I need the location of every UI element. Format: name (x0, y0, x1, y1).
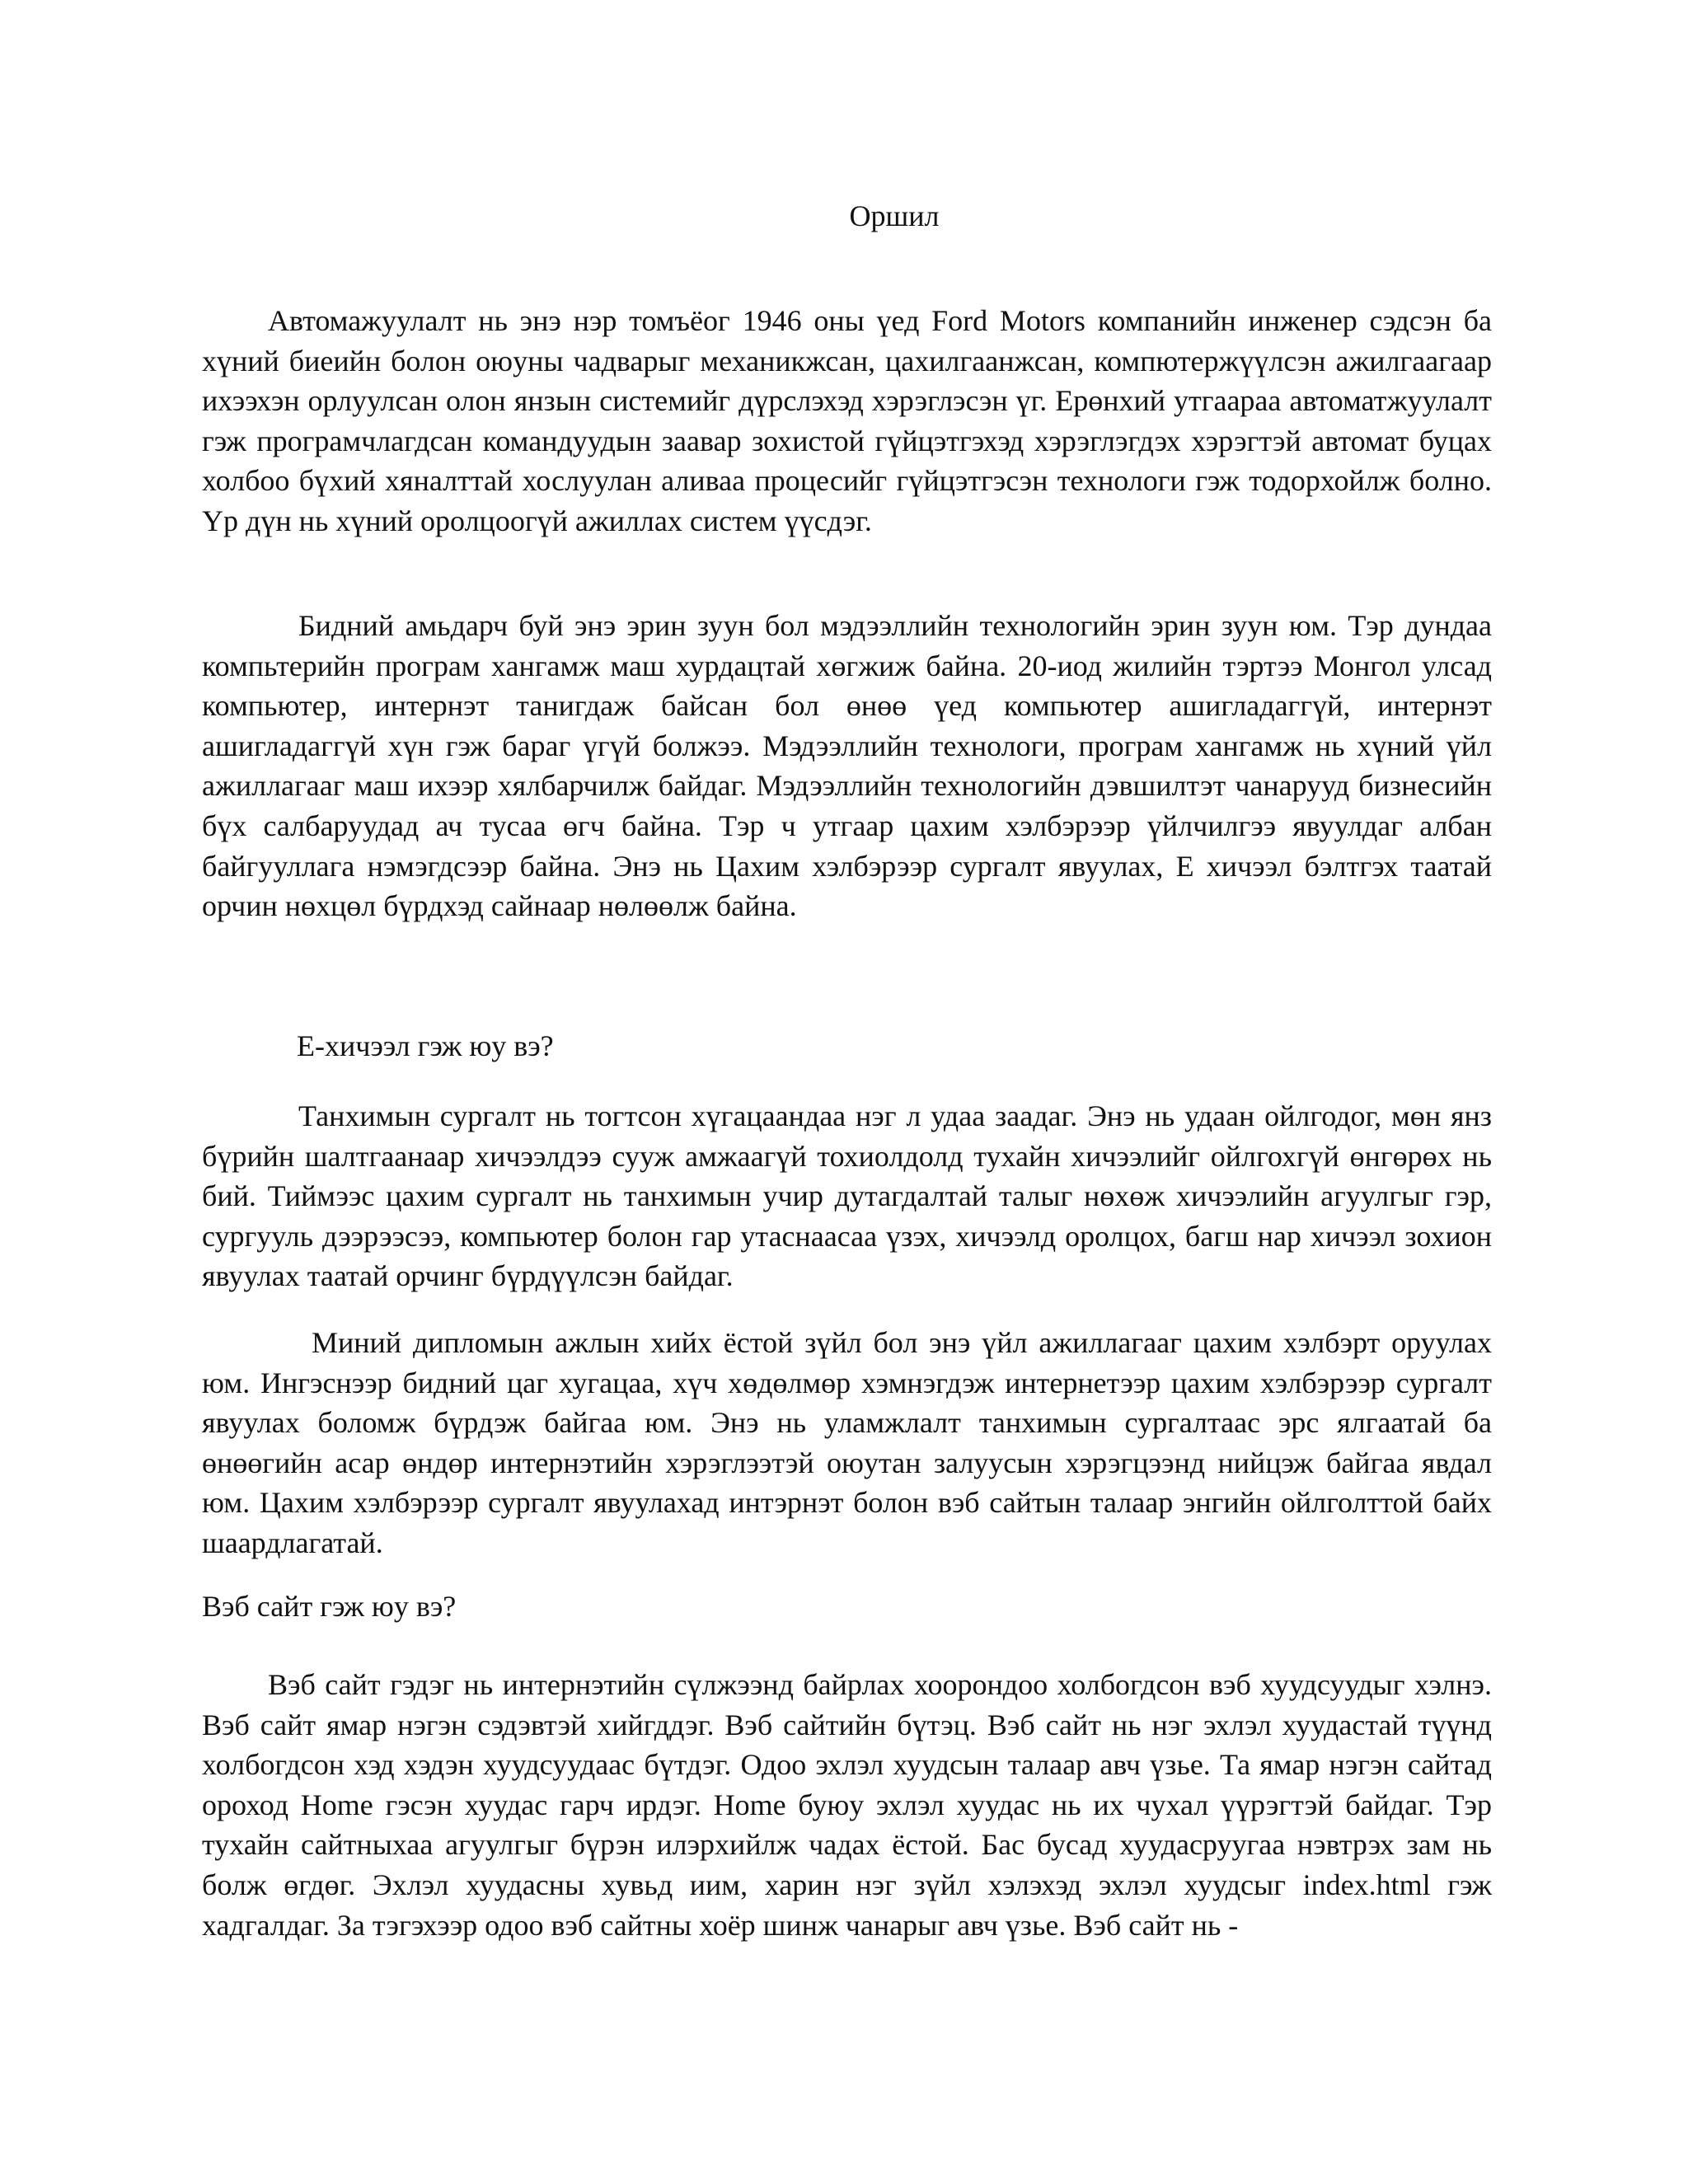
heading-website: Вэб сайт гэж юу вэ? (202, 1590, 457, 1623)
heading-e-lesson: Е-хичээл гэж юу вэ? (297, 1029, 554, 1062)
paragraph-diploma: Миний дипломын ажлын хийх ёстой зүйл бол энэ үйл ажиллагааг цахим хэлбэрт оруулах юм. Ингэснээр бидний цаг хугацаа, хүч хөдөлмөр хэмнэгдэж интернетээр цахим хэлбэрээр сургалт явуулах боломж бүрдэж байгаа юм. Энэ нь уламжлалт танхимын сургалтаас эрс ялгаатай ба өнөөгийн асар өндөр интернэтийн хэрэглээтэй оюутан залуусын хэрэгцээнд нийцэж байгаа явдал юм. Цахим хэлбэрээр сургалт явуулахад интэрнэт болон вэб сайтын талаар энгийн ойлголттой байх шаардлагатай. (202, 1326, 1492, 1559)
paragraph-information-age: Бидний амьдарч буй энэ эрин зуун бол мэдээллийн технологийн эрин зуун юм. Тэр дундаа компьтерийн програм хангамж маш хурдацтай хөгжиж байна. 20-иод жилийн тэртээ Монгол улсад компьютер, интернэт танигдаж байсан бол өнөө үед компьютер ашигладаггүй, интернэт ашигладаггүй хүн гэж бараг үгүй болжээ. Мэдээллийн технологи, програм хангамж нь хүний үйл ажиллагааг маш ихээр хялбарчилж байдаг. Мэдээллийн технологийн дэвшилтэт чанарууд бизнесийн бүх салбаруудад ач тусаа өгч байна. Тэр ч утгаар цахим хэлбэрээр үйлчилгээ явуулдаг албан байгууллага нэмэгдсээр байна. Энэ нь Цахим хэлбэрээр сургалт явуулах, Е хичээл бэлтгэх таатай орчин нөхцөл бүрдхэд сайнаар нөлөөлж байна. (202, 609, 1492, 923)
paragraph-website: Вэб сайт гэдэг нь интернэтийн сүлжээнд байрлах хоорондоо холбогдсон вэб хуудсуудыг хэлнэ. Вэб сайт ямар нэгэн сэдэвтэй хийгддэг. Вэб сайтийн бүтэц. Вэб сайт нь нэг эхлэл хуудастай түүнд холбогдсон хэд хэдэн хуудсуудаас бүтдэг. Одоо эхлэл хуудсын талаар авч үзье. Та ямар нэгэн сайтад ороход Home гэсэн хуудас гарч ирдэг. Home буюу эхлэл хуудас нь их чухал үүрэгтэй байдаг. Тэр тухайн сайтныхаа агуулгыг бүрэн илэрхийлж чадах ёстой. Бас бусад хуудасруугаа нэвтрэх зам нь болж өгдөг. Эхлэл хуудасны хувьд иим, харин нэг зүйл хэлэхэд эхлэл хуудсыг index.html гэж хадгалдаг. За тэгэхээр одоо вэб сайтны хоёр шинж чанарыг авч үзье. Вэб сайт нь - (202, 1668, 1492, 1942)
paragraph-automation: Автомажуулалт нь энэ нэр томъёог 1946 оны үед Ford Motors компанийн инженер сэдсэн ба хүний биеийн болон оюуны чадварыг механикжсан, цахилгаанжсан, компютержүүлсэн ажилгаагаар ихээхэн орлуулсан олон янзын системийг дүрслэхэд хэрэглэсэн үг. Ерөнхий утгаараа автоматжуулалт гэж програмчлагдсан командуудын заавар зохистой гүйцэтгэхэд хэрэглэгдэх хэрэгтэй автомат буцах холбоо бүхий хяналттай хослуулан аливаа процесийг гүйцэтгэсэн технологи гэж тодорхойлж болно. Үр дүн нь хүний оролцоогүй ажиллах систем үүсдэг. (202, 304, 1492, 537)
paragraph-classroom: Танхимын сургалт нь тогтсон хүгацаандаа нэг л удаа заадаг. Энэ нь удаан ойлгодог, мөн янз бүрийн шалтгаанаар хичээлдээ сууж амжаагүй тохиолдолд тухайн хичээлийг ойлгохгүй өнгөрөх нь бий. Тиймээс цахим сургалт нь танхимын учир дутагдалтай талыг нөхөж хичээлийн агуулгыг гэр, сургууль дээрээсээ, компьютер болон гар утаснаасаа үзэх, хичээлд оролцох, багш нар хичээл зохион явуулах таатай орчинг бүрдүүлсэн байдаг. (202, 1099, 1492, 1293)
page-title: Оршил (849, 199, 940, 232)
